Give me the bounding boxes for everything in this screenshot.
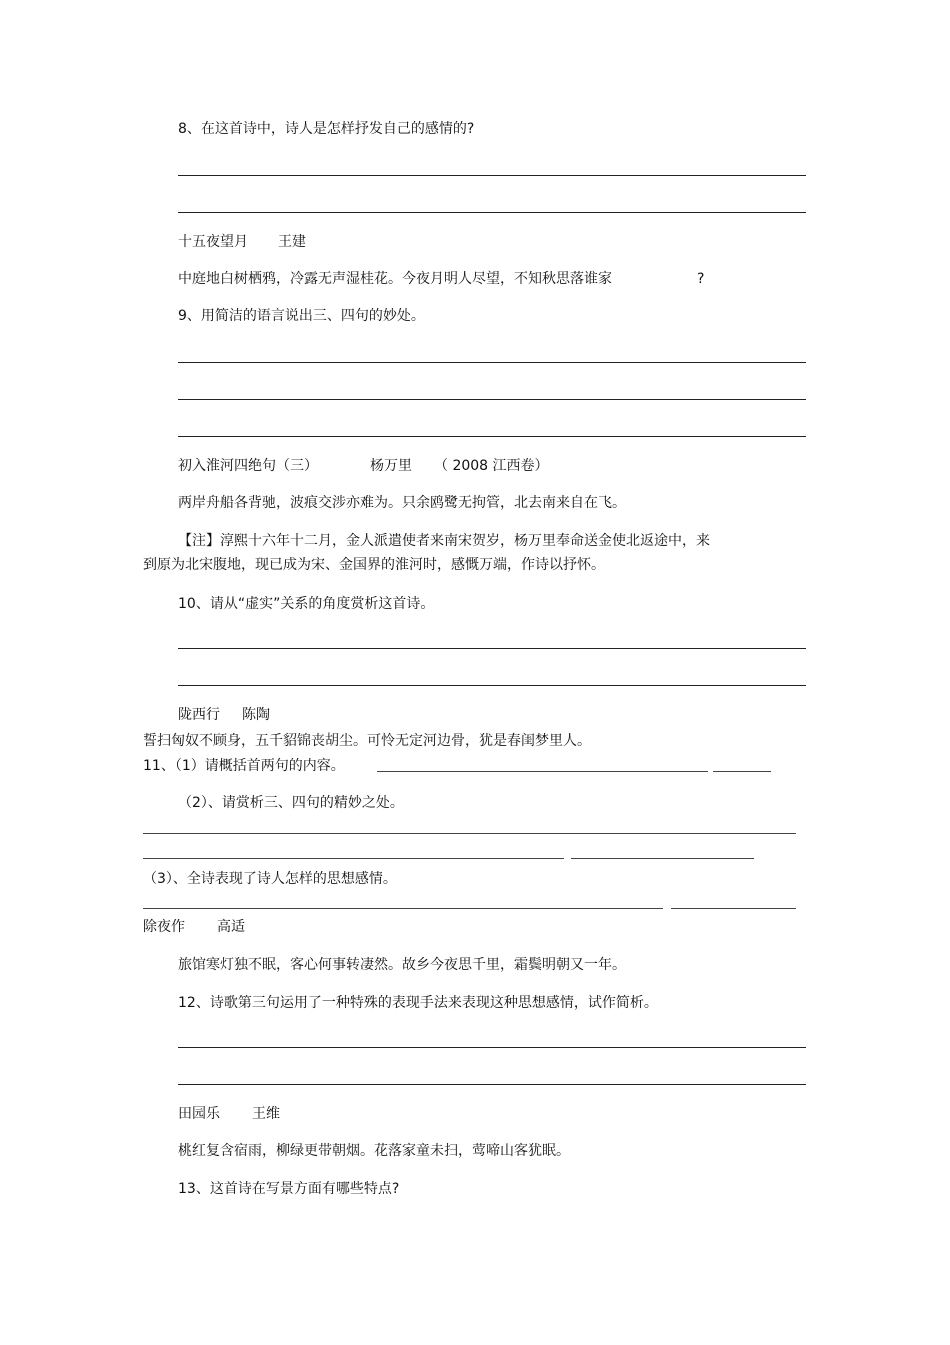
answer-line [178, 1084, 806, 1085]
poem-body: 旅馆寒灯独不眠，客心何事转凄然。故乡今夜思千里，霜鬓明朝又一年。 [178, 957, 626, 973]
question-11-part-2: （2）、请赏析三、四句的精妙之处。 [178, 795, 404, 811]
question-11-part-1: 11、（1）请概括首两句的内容。 [143, 758, 345, 774]
poem-title: 田园乐 [178, 1106, 220, 1122]
question-9: 9、用简洁的语言说出三、四句的妙处。 [178, 308, 425, 324]
poem-note-continued: 到原为北宋腹地，现已成为宋、金国界的淮河时，感慨万端，作诗以抒怀。 [143, 557, 605, 573]
question-10: 10、请从“虚实”关系的角度赏析这首诗。 [178, 596, 435, 612]
poem-body: 中庭地白树栖鸦，冷露无声湿桂花。今夜月明人尽望，不知秋思落谁家 [178, 271, 612, 287]
poem-body: 誓扫匈奴不顾身，五千貂锦丧胡尘。可怜无定河边骨，犹是春闺梦里人。 [143, 733, 591, 749]
answer-line [178, 399, 806, 400]
poem-author: 王维 [252, 1106, 280, 1122]
poem-author: 王建 [278, 234, 306, 250]
question-8: 8、在这首诗中，诗人是怎样抒发自己的感情的? [178, 121, 475, 137]
question-13: 13、这首诗在写景方面有哪些特点? [178, 1181, 400, 1197]
poem-title-line [178, 1106, 280, 1122]
answer-line [143, 908, 663, 909]
answer-line [713, 771, 771, 772]
poem-title: 初入淮河四绝句（三） [178, 458, 318, 474]
answer-line [178, 1047, 806, 1048]
poem-note: 【注】淳熙十六年十二月，金人派遣使者来南宋贺岁，杨万里奉命送金使北返途中，来 [178, 533, 710, 549]
poem-body: 两岸舟船各背驰，波痕交涉亦难为。只余鸥鹭无拘管，北去南来自在飞。 [178, 495, 626, 511]
poem-title-line [178, 234, 306, 250]
poem-title-line [178, 458, 549, 474]
answer-line [671, 908, 796, 909]
poem-title: 十五夜望月 [178, 234, 248, 250]
answer-line [178, 175, 806, 176]
question-mark: ? [697, 271, 705, 287]
answer-line [178, 362, 806, 363]
answer-line [178, 685, 806, 686]
answer-line [143, 858, 564, 859]
poem-body: 桃红复含宿雨，柳绿更带朝烟。花落家童未扫，莺啼山客犹眠。 [178, 1143, 570, 1159]
answer-line [178, 212, 806, 213]
poem-title-line [143, 919, 245, 935]
poem-author: 高适 [217, 919, 245, 935]
question-11-part-3: （3）、全诗表现了诗人怎样的思想感情。 [143, 871, 397, 887]
question-12: 12、诗歌第三句运用了一种特殊的表现手法来表现这种思想感情，试作简析。 [178, 995, 658, 1011]
answer-line [571, 858, 754, 859]
poem-title-line [178, 707, 270, 723]
answer-line [377, 771, 708, 772]
poem-title: 陇西行 [178, 707, 220, 723]
poem-title: 除夜作 [143, 919, 185, 935]
answer-line [178, 648, 806, 649]
answer-line [143, 833, 796, 834]
poem-source: （ 2008 江西卷） [434, 458, 549, 474]
poem-author: 陈陶 [242, 707, 270, 723]
poem-author: 杨万里 [370, 458, 412, 474]
answer-line [178, 436, 806, 437]
